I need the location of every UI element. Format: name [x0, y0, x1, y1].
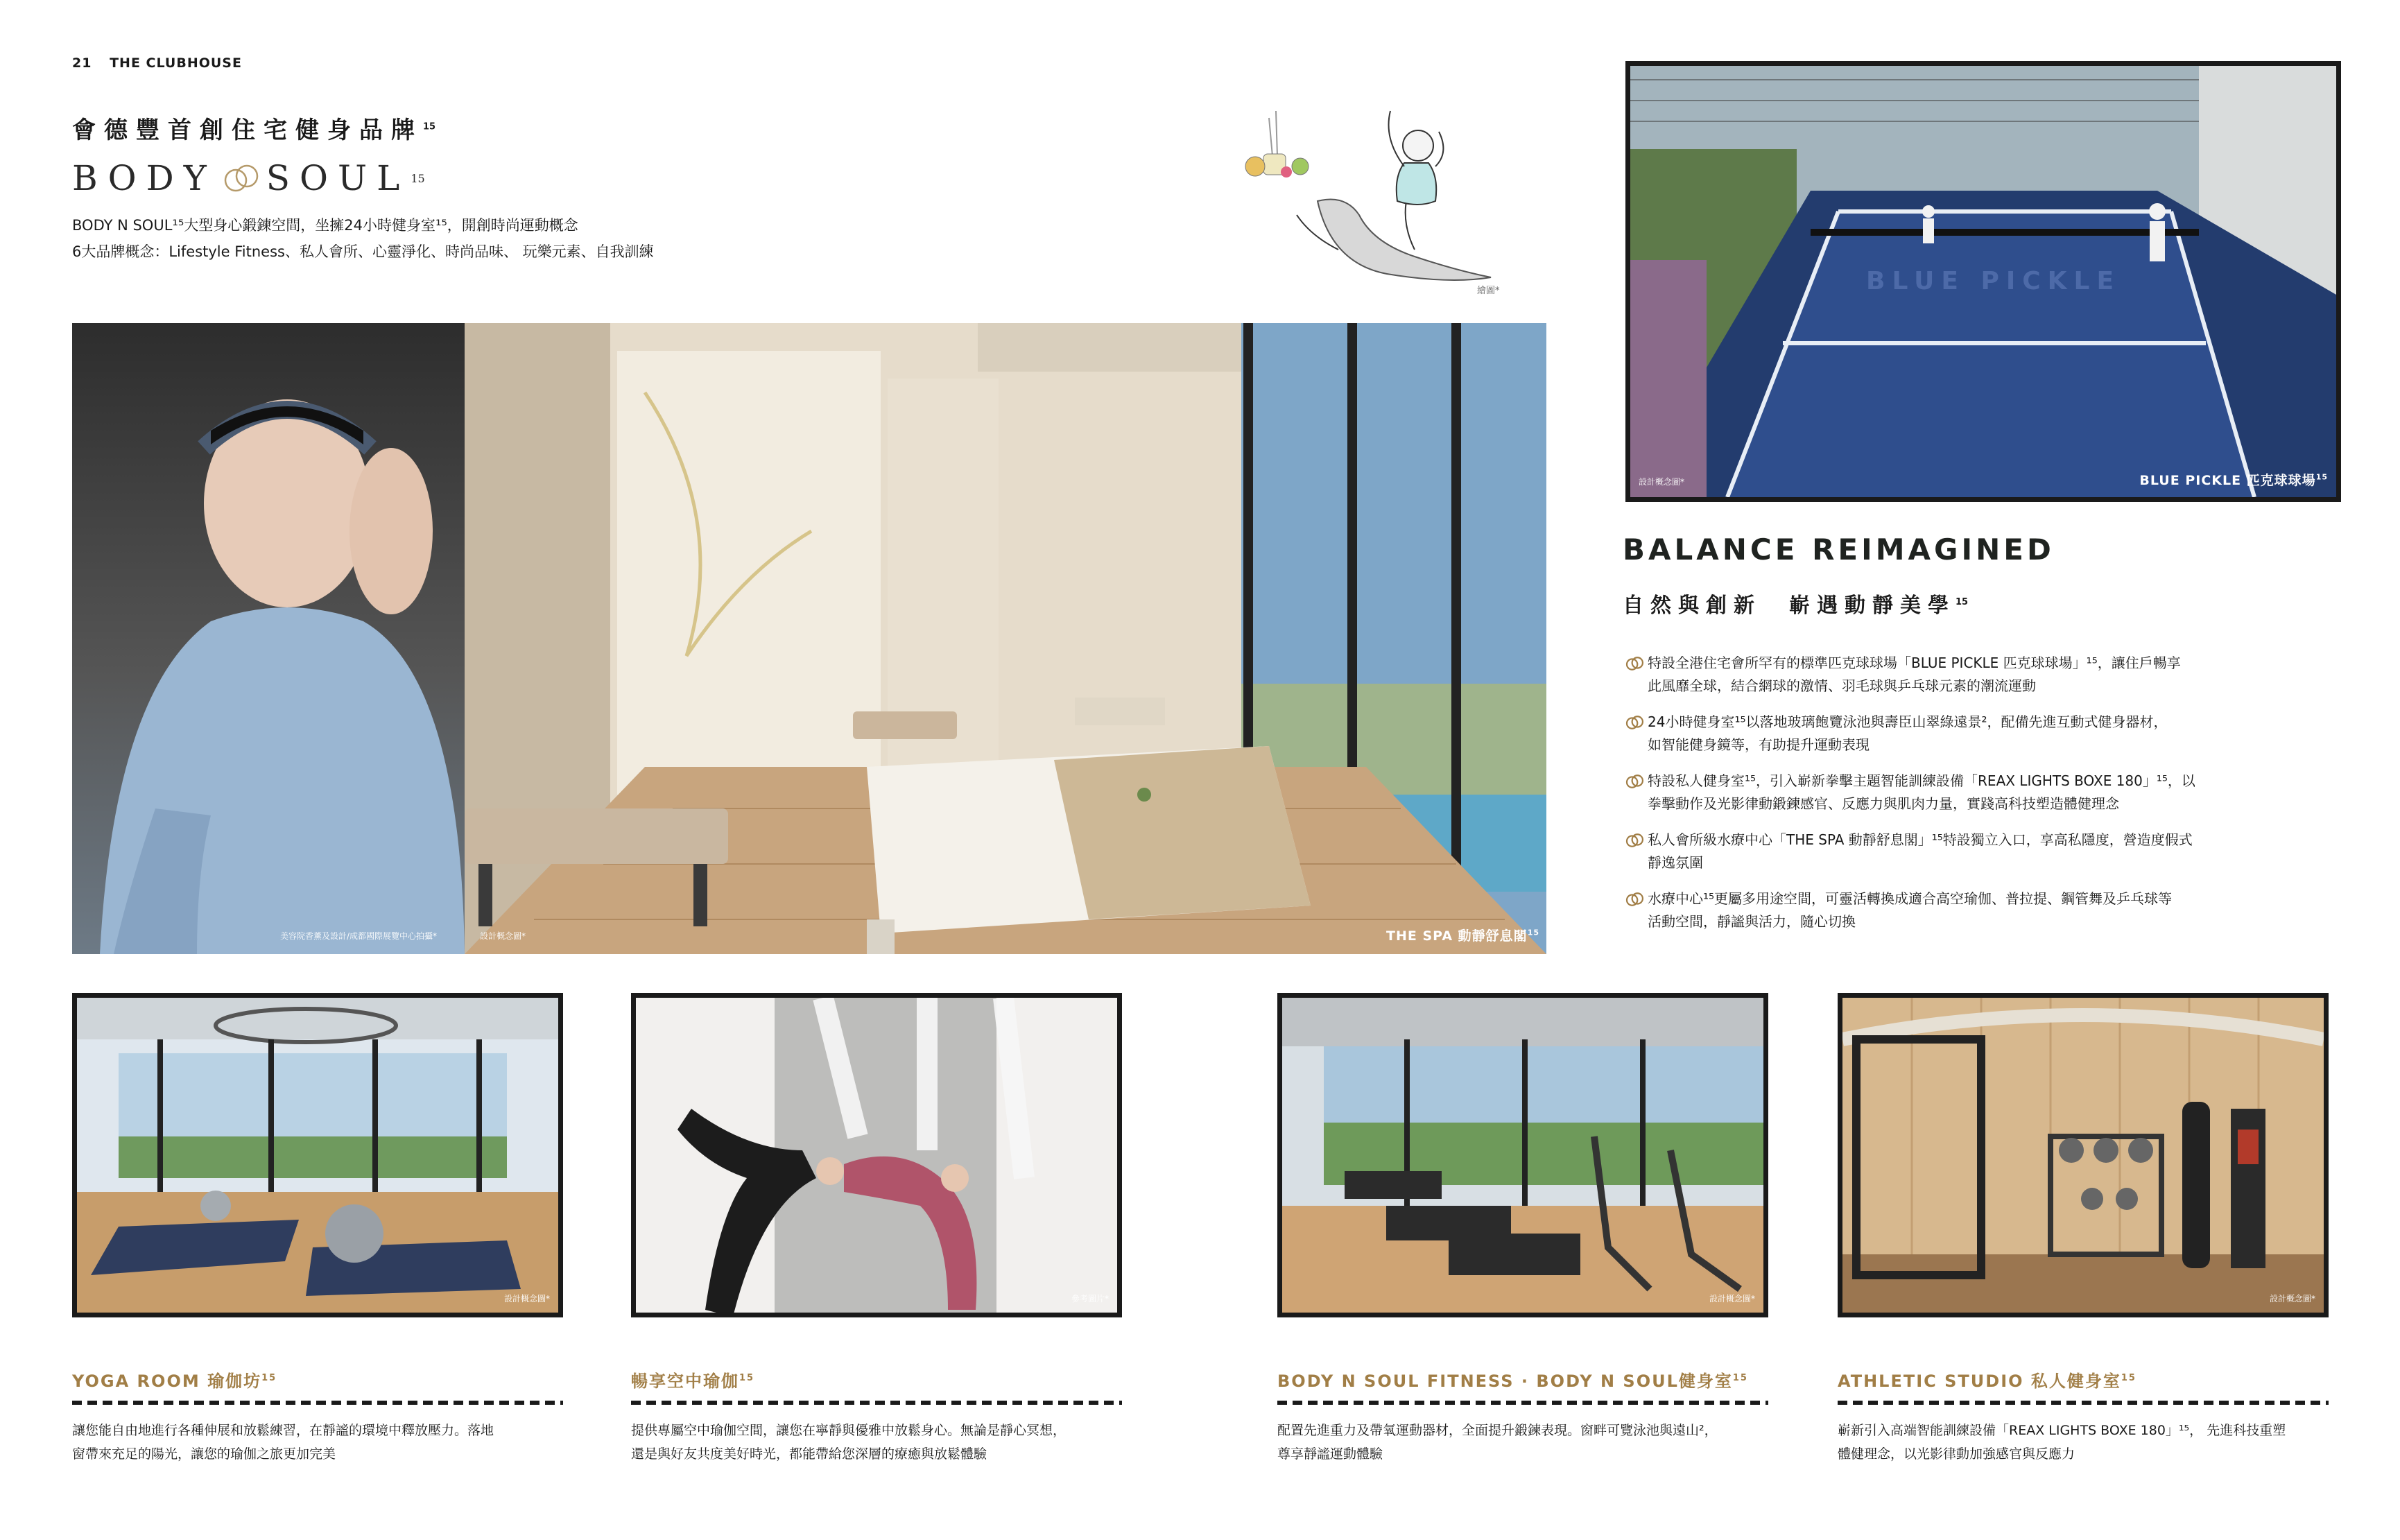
aerial-yoga-photo — [631, 993, 1122, 1317]
fitness-room-scene — [1282, 998, 1763, 1313]
page-header — [72, 55, 254, 71]
knot-bullet-icon — [1623, 714, 1648, 731]
fitness-room-photo — [1277, 993, 1768, 1317]
spa-scene — [465, 323, 1546, 954]
section-divider — [1838, 1401, 2329, 1405]
bullet-item: 特設全港住宅會所罕有的標準匹克球球場「BLUE PICKLE 匹克球球場」¹⁵，讓住戶暢享 此風靡全球，結合網球的激情、羽毛球與乒乓球元素的潮流運動 — [1623, 652, 2316, 698]
fitness-caption: 設計概念圖* — [1709, 1294, 1755, 1304]
fitness-title: BODY N SOUL FITNESS · BODY N SOUL健身室$^{15}$ — [1277, 1372, 1748, 1391]
knot-bullet-icon — [1623, 832, 1648, 849]
athletic-studio-title: ATHLETIC STUDIO 私人健身室$^{15}$ — [1838, 1372, 2136, 1391]
section-divider — [72, 1401, 563, 1405]
knot-bullet-icon — [1623, 773, 1648, 790]
section-divider — [1277, 1401, 1768, 1405]
model-photo — [72, 323, 465, 954]
section-label: THE CLUBHOUSE — [110, 55, 242, 71]
court-label: BLUE PICKLE 匹克球球場$^{15}$ — [2139, 472, 2328, 488]
yoga-room-body: 讓您能自由地進行各種伸展和放鬆練習，在靜謐的環境中釋放壓力。落地 窗帶來充足的陽光，讓您的瑜伽之旅更加完美 — [72, 1423, 494, 1462]
athletic-studio-body: 嶄新引入高端智能訓練設備「REAX LIGHTS BOXE 180」¹⁵， 先進科技重塑 體健理念，以光影律動加強感官與反應力 — [1838, 1423, 2286, 1462]
brand-logo: BODY SOUL 15 — [72, 158, 425, 198]
court-painted-text: BLUE PICKLE — [1866, 267, 2121, 295]
knot-bullet-icon — [1623, 655, 1648, 672]
bullet-item: 24小時健身室¹⁵以落地玻璃飽覽泳池與壽臣山翠綠遠景²，配備先進互動式健身器材， 如智能健身鏡等，有助提升運動表現 — [1623, 711, 2316, 756]
balance-subtitle: 自然與創新 嶄遇動靜美學$^{15}$ — [1623, 594, 1969, 618]
spa-label: THE SPA 動靜舒息閣$^{15}$ — [1386, 928, 1539, 944]
spa-concept-caption: 設計概念圖* — [480, 931, 526, 941]
knot-logo-icon — [221, 161, 262, 196]
fitness-body: 配置先進重力及帶氧運動器材，全面提升鍛鍊表現。窗畔可覽泳池與遠山²， 尊享靜謐運動體驗 — [1277, 1423, 1718, 1462]
yoga-sketch-illustration — [1234, 90, 1512, 319]
yoga-room-title: YOGA ROOM 瑜伽坊$^{15}$ — [72, 1372, 277, 1391]
yoga-room-scene — [77, 998, 558, 1313]
court-concept-caption: 設計概念圖* — [1639, 477, 1685, 487]
spa-photo — [465, 323, 1546, 954]
bullet-item: 特設私人健身室¹⁵，引入嶄新拳擊主題智能訓練設備「REAX LIGHTS BOXE 180」¹⁵，以 拳擊動作及光影律動鍛鍊感官、反應力與肌肉力量，實踐高科技塑造體健理念 — [1623, 770, 2316, 815]
aerial-yoga-title: 暢享空中瑜伽$^{15}$ — [631, 1372, 755, 1391]
sketch-caption: 繪圖* — [1477, 286, 1500, 296]
athletic-studio-scene — [1842, 998, 2324, 1313]
aerial-yoga-body: 提供專屬空中瑜伽空間，讓您在寧靜與優雅中放鬆身心。無論是靜心冥想， 還是與好友共度美好時光，都能帶給您深層的療癒與放鬆體驗 — [631, 1423, 1067, 1462]
bullet-item: 水療中心¹⁵更屬多用途空間，可靈活轉換成適合高空瑜伽、普拉提、鋼管舞及乒乓球等 活動空間，靜謐與活力，隨心切換 — [1623, 888, 2316, 933]
knot-bullet-icon — [1623, 891, 1648, 908]
page-number: 21 — [72, 55, 92, 71]
balance-title: BALANCE REIMAGINED — [1623, 533, 2055, 566]
aerial-yoga-scene — [636, 998, 1117, 1313]
athletic-caption: 設計概念圖* — [2269, 1294, 2315, 1304]
intro-text: BODY N SOUL¹⁵大型身心鍛鍊空間，坐擁24小時健身室¹⁵，開創時尚運動概念 6大品牌概念：Lifestyle Fitness、私人會所、心靈淨化、時尚品味、 玩樂元素、自我訓練 — [72, 217, 654, 260]
yoga-room-photo — [72, 993, 563, 1317]
feature-bullets — [1623, 652, 2316, 946]
yoga-caption: 設計概念圖* — [503, 1294, 550, 1304]
section-divider — [631, 1401, 1122, 1405]
athletic-studio-photo — [1838, 993, 2329, 1317]
aerial-yoga-caption: 參考圖片* — [1071, 1294, 1109, 1304]
model-caption: 美容院香薰及設計/成都國際展覽中心拍攝* — [280, 931, 438, 941]
pickleball-court-photo — [1625, 61, 2341, 502]
page-title: 會德豐首創住宅健身品牌$^{15}$ — [72, 116, 436, 144]
model-figure — [72, 323, 465, 954]
bullet-item: 私人會所級水療中心「THE SPA 動靜舒息閣」¹⁵特設獨立入口，享高私隱度，營造度假式 靜逸氛圍 — [1623, 829, 2316, 874]
